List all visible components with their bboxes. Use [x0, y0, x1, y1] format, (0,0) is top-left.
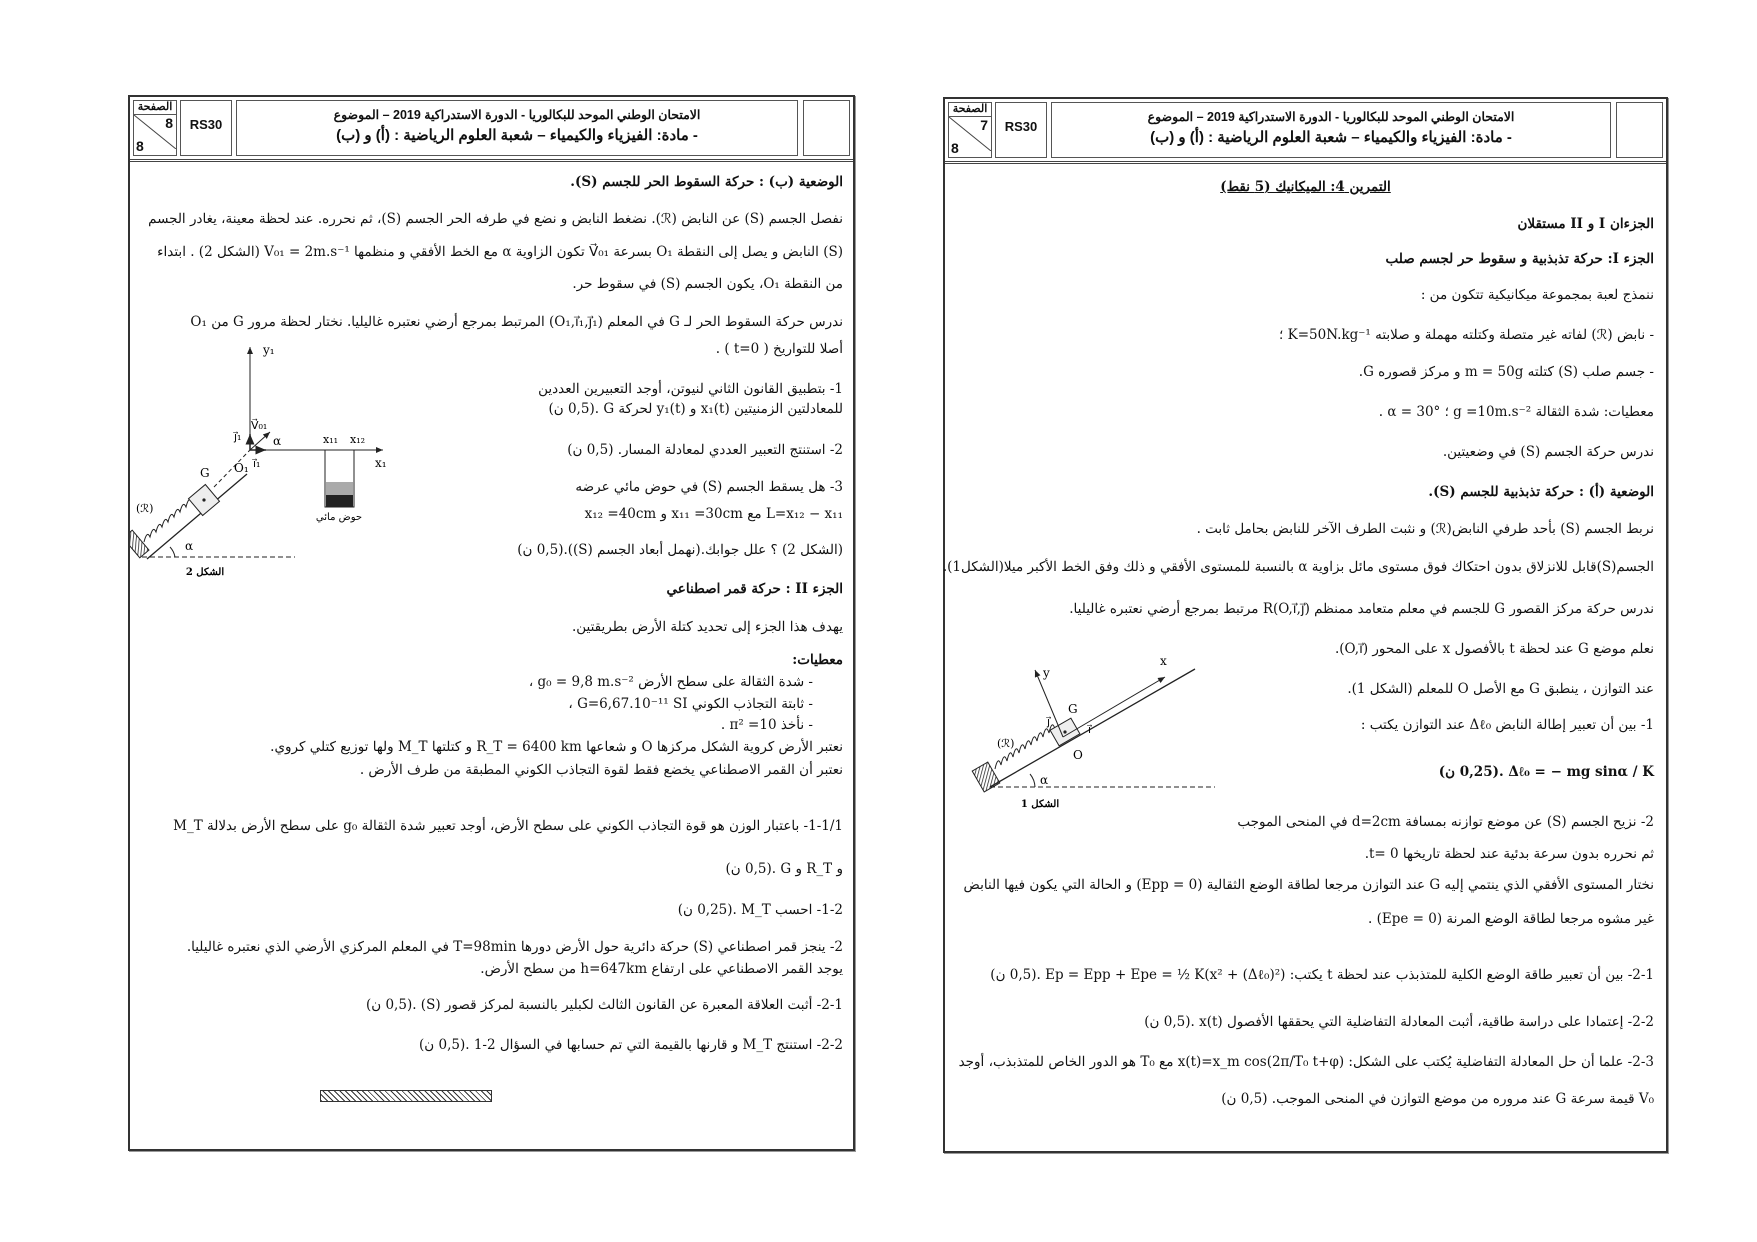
- question-2-2: 2-2- استنتج M_T و قارنها بالقيمة التي تم حسابها في السؤال 2-1 .(0,5 ن): [419, 1037, 843, 1053]
- question-2-1: 2-1- بين أن تعبير طاقة الوضع الكلية للمتذبذب عند لحظة t يكتب: Ep = Epp + Epe = ½ K(x² + (Δℓ₀)²) .(0,5 ن): [990, 967, 1654, 983]
- page-number-cell: [948, 102, 992, 158]
- page-header: [945, 99, 1666, 164]
- o-label: O: [1073, 748, 1083, 762]
- text-line: نعتبر أن القمر الاصطناعي يخضع فقط لقوة التجاذب الكوني المطبقة من طرف الأرض .: [359, 762, 843, 778]
- i-label: i⃗: [1088, 723, 1092, 736]
- y1-label: y₁: [263, 343, 275, 357]
- page-number: 7: [980, 117, 988, 133]
- text-line: نعلم موضع G عند لحظة t بالأفصول x على المحور (O,i⃗).: [1334, 641, 1654, 657]
- exam-subject: - مادة: الفيزياء والكيمياء – شعبة العلوم الرياضية : (أ) و (ب): [1150, 129, 1512, 146]
- text-line: ندرس حركة مركز القصور G للجسم في معلم متعامد ممنظم R(O,i⃗,j⃗) مرتبط بمرجع أرضي نعتبره غاليليا.: [1069, 601, 1654, 617]
- text-line: يوجد القمر الاصطناعي على ارتفاع h=647km من سطح الأرض.: [480, 961, 843, 977]
- exam-code: RS30: [180, 100, 232, 156]
- x11-label: x₁₁: [323, 433, 339, 446]
- part-title: الجزء I: حركة تذبذبية و سقوط حر لجسم صلب: [1385, 251, 1654, 267]
- question-1: 1- بين أن تعبير إطالة النابض Δℓ₀ عند التوازن يكتب :: [1360, 717, 1654, 733]
- text-line: (S) النابض و يصل إلى النقطة O₁ بسرعة V⃗₀₁ تكون الزاوية α مع الخط الأفقي و منظمها V₀₁ = 2m.s⁻¹ (الشكل 2) . ابتداء: [157, 244, 843, 260]
- data-item: - ثابتة التجاذب الكوني G=6,67.10⁻¹¹ SI ،: [568, 696, 813, 712]
- basin-label: حوض مائي: [315, 512, 363, 523]
- blank-cell: [803, 100, 850, 156]
- question-1-cont: للمعادلتين الزمنيتين x₁(t) و y₁(t) لحركة G .(0,5 ن): [548, 401, 843, 417]
- data-line: معطيات: شدة الثقالة g =10m.s⁻² ؛ α = 30° .: [1378, 404, 1654, 420]
- y-label: y: [1043, 666, 1050, 680]
- question-3-cont: (الشكل 2) ؟ علل جوابك.(نهمل أبعاد الجسم (S)).(0,5 ن): [517, 542, 843, 558]
- g-label: G: [1068, 702, 1078, 716]
- question-1-1-cont: و R_T و G .(0,5 ن): [725, 861, 843, 877]
- total-pages: 8: [951, 140, 959, 156]
- text-line: ننمذج لعبة بمجموعة ميكانيكية تتكون من :: [1420, 287, 1654, 303]
- exam-title: [1051, 102, 1611, 158]
- total-pages: 8: [136, 138, 144, 154]
- question-2: 2- استنتج التعبير العددي لمعادلة المسار. (0,5 ن): [567, 442, 843, 458]
- question-1-2: 1-2- احسب M_T .(0,25 ن): [677, 902, 843, 918]
- spring-label: (ℛ): [136, 502, 154, 515]
- formula-delta-l0: Δℓ₀ = − mg sinα / K .(0,25 ن): [1438, 764, 1654, 780]
- exam-page-8: [128, 95, 855, 1151]
- text-line: نعتبر الأرض كروية الشكل مركزها O و شعاعها R_T = 6400 km و كتلتها M_T ولها توزيع كتلي كروي.: [270, 739, 843, 755]
- exam-code: RS30: [995, 102, 1047, 158]
- x12-label: x₁₂: [350, 433, 366, 446]
- text-line: يهدف هذا الجزء إلى تحديد كتلة الأرض بطريقتين.: [571, 619, 843, 635]
- page-label: الصفحة: [134, 101, 176, 115]
- alpha-label: α: [185, 539, 194, 553]
- text-line: نربط الجسم (S) بأحد طرفي النابض(ℛ) و نثبت الطرف الآخر للنابض بحامل ثابت .: [1196, 521, 1654, 537]
- text-line: ندرس حركة الجسم (S) في وضعيتين.: [1442, 444, 1654, 460]
- text-line: نختار المستوى الأفقي الذي ينتمي إليه G عند التوازن مرجعا لطاقة الوضع الثقالية (Epp = 0) و الحالة التي يكون فيها النابض: [963, 877, 1654, 893]
- question-1: 1- بتطبيق القانون الثاني لنيوتن، أوجد التعبيرين العددين: [538, 381, 843, 397]
- question-2-3: 2-3- علما أن حل المعادلة التفاضلية يُكتب على الشكل: x(t)=x_m cos(2π/T₀ t+φ) مع T₀ هو الدور الخاص للمتذبذب، أوجد: [958, 1054, 1654, 1070]
- text-line: غير مشوه مرجعا لطاقة الوضع المرنة (Epe = 0) .: [1367, 911, 1654, 927]
- exercise-title: التمرين 4: الميكانيك (5 نقط): [1220, 179, 1391, 195]
- text-line: أصلا للتواريخ ( t=0 ) .: [715, 341, 843, 357]
- text-line: الجزءان I و II مستقلان: [1517, 216, 1654, 232]
- figure-1: [955, 647, 1225, 817]
- end-of-exam-bar: [320, 1090, 492, 1102]
- list-item: - نابض (ℛ) لفاته غير متصلة وكتلته مهملة و صلابته K=50N.kg⁻¹ ؛: [1279, 327, 1654, 343]
- velocity-vector: [250, 432, 270, 450]
- wall-support: [130, 530, 149, 558]
- section-title: الوضعية (أ) : حركة تذبذبية للجسم (S).: [1428, 484, 1654, 500]
- incline-plane: [990, 669, 1195, 787]
- section-title: الوضعية (ب) : حركة السقوط الحر للجسم (S).: [570, 174, 843, 190]
- alpha-label: α: [273, 434, 282, 448]
- text-line: عند التوازن ، ينطبق G مع الأصل O للمعلم (الشكل 1).: [1347, 681, 1654, 697]
- question-3-cont: L=x₁₂ − x₁₁ مع x₁₁ =30cm و x₁₂ =40cm: [584, 506, 843, 522]
- x-axis: [1063, 677, 1165, 737]
- figure-caption: الشكل 1: [1020, 799, 1060, 810]
- spring-label: (ℛ): [997, 737, 1015, 750]
- incline-plane: [147, 474, 247, 559]
- question-2-2: 2-2- إعتمادا على دراسة طاقية، أثبت المعادلة التفاضلية التي يحققها الأفصول x(t) .(0,5 ن): [1144, 1014, 1654, 1030]
- exam-title: [236, 100, 798, 156]
- question-2: 2- ينجز قمر اصطناعي (S) حركة دائرية حول الأرض دورها T=98min في المعلم المركزي الأرضي الذي نعتبره غاليليا.: [186, 939, 843, 955]
- page-number: 8: [165, 115, 173, 131]
- question-3: 3- هل يسقط الجسم (S) في حوض مائي عرضه: [575, 479, 843, 495]
- figure-2: [130, 337, 400, 587]
- i1-label: i⃗₁: [253, 457, 261, 470]
- text-line: ندرس حركة السقوط الحر لـ G في المعلم (O₁,i⃗₁,j⃗₁) المرتبط بمرجع أرضي نعتبره غاليليا. نختار لحظة مرور G من O₁: [190, 314, 843, 330]
- list-item: - جسم صلب (S) كتلته m = 50g و مركز قصوره G.: [1358, 364, 1654, 380]
- page-number-cell: [133, 100, 177, 156]
- page-label: الصفحة: [949, 103, 991, 117]
- blank-cell: [1616, 102, 1663, 158]
- alpha-label: α: [1040, 773, 1049, 787]
- text-line: ثم نحرره بدون سرعة بدئية عند لحظة تاريخها t= 0.: [1364, 846, 1654, 862]
- text-line: من النقطة O₁، يكون الجسم (S) في سقوط حر.: [572, 276, 843, 292]
- part-title: الجزء II : حركة قمر اصطناعي: [666, 581, 843, 597]
- o1-label: O₁: [234, 461, 249, 475]
- question-2-3-cont: V₀ قيمة سرعة G عند مروره من موضع التوازن في المنحى الموجب. (0,5 ن): [1221, 1091, 1654, 1107]
- g-label: G: [200, 466, 210, 480]
- text-line: الجسم(S)قابل للانزلاق بدون احتكاك فوق مستوى مائل بزاوية α بالنسبة للمستوى الأفقي و ذلك وفق الخط الأكبر ميلا(الشكل1).: [942, 559, 1654, 575]
- exam-title-line1: الامتحان الوطني الموحد للبكالوريا - الدورة الاستدراكية 2019 – الموضوع: [333, 108, 701, 122]
- exam-page-7: [943, 97, 1668, 1153]
- data-item: - شدة الثقالة على سطح الأرض g₀ = 9,8 m.s⁻² ،: [528, 674, 813, 690]
- exam-subject: - مادة: الفيزياء والكيمياء – شعبة العلوم الرياضية : (أ) و (ب): [336, 127, 698, 144]
- data-item: - نأخذ π² =10 .: [720, 717, 813, 733]
- figure-caption: الشكل 2: [185, 567, 225, 578]
- text-line: نفصل الجسم (S) عن النابض (ℛ). نضغط النابض و نضع في طرفه الحر الجسم (S)، ثم نحرره. عند لحظة معينة، يغادر الجسم: [148, 211, 843, 227]
- x-label: x: [1160, 654, 1167, 668]
- page-header: [130, 97, 853, 162]
- question-1-1: 1-1/1- باعتبار الوزن هو قوة التجاذب الكوني على سطح الأرض، أوجد تعبير شدة الثقالة g₀ على سطح الأرض بدلالة M_T: [173, 818, 843, 834]
- question-2-1: 2-1- أثبت العلاقة المعبرة عن القانون الثالث لكبلير بالنسبة لمركز قصور (S) .(0,5 ن): [365, 997, 843, 1013]
- exam-title-line1: الامتحان الوطني الموحد للبكالوريا - الدورة الاستدراكية 2019 – الموضوع: [1147, 110, 1515, 124]
- j1-label: j⃗₁: [234, 430, 242, 443]
- v01-label: V⃗₀₁: [251, 419, 268, 432]
- x1-label: x₁: [375, 456, 387, 470]
- question-2: 2- نزيح الجسم (S) عن موضع توازنه بمسافة d=2cm في المنحى الموجب: [1237, 814, 1654, 830]
- data-heading: معطيات:: [792, 652, 843, 668]
- j-label: j⃗: [1047, 715, 1051, 728]
